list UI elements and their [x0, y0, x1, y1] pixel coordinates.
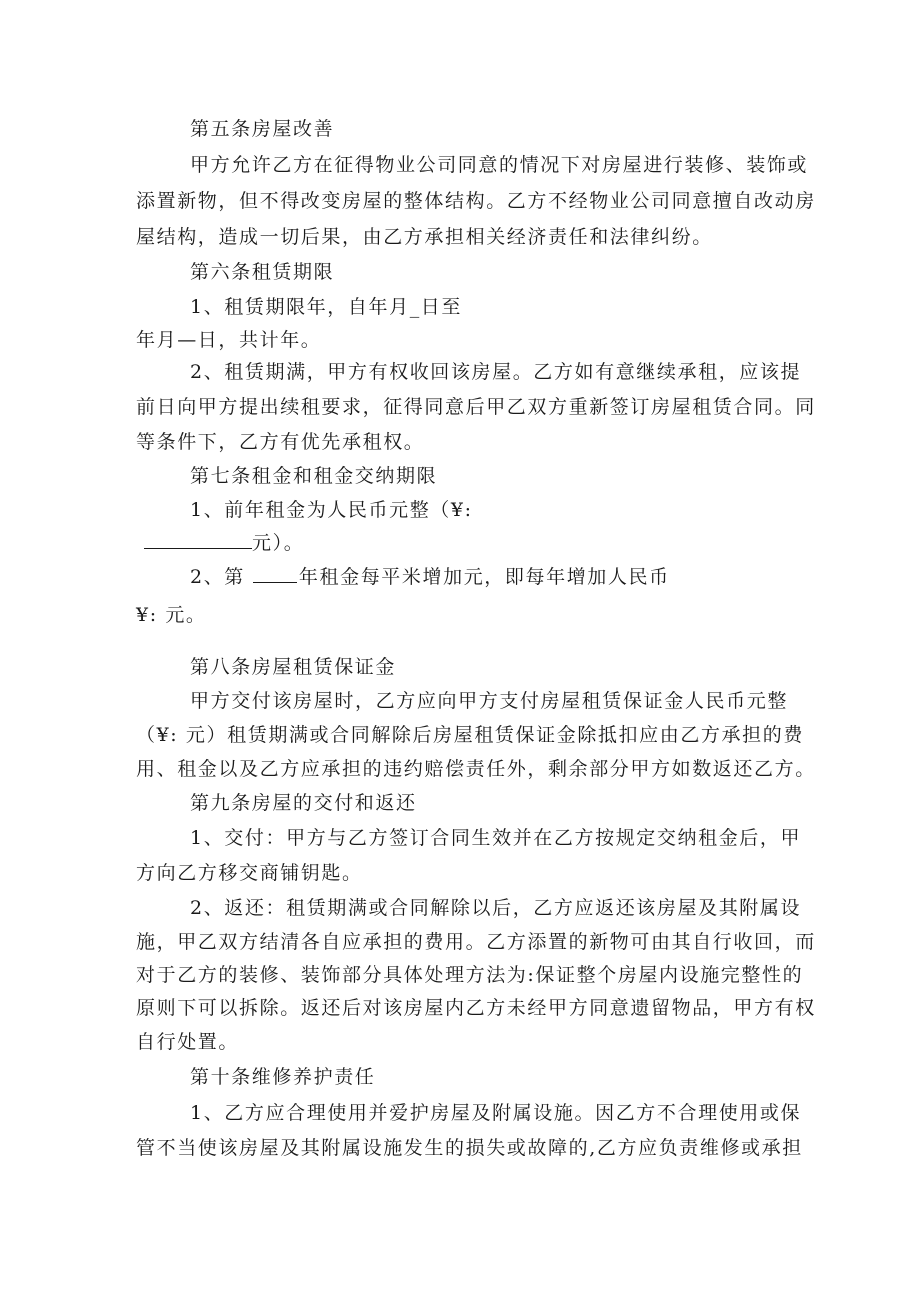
paragraph-line: 甲方交付该房屋时，乙方应向甲方支付房屋租赁保证金人民币元整 — [190, 690, 788, 712]
paragraph-line: 1、租赁期限年，自年月_日至 — [190, 296, 462, 318]
paragraph-line: 屋结构，造成一切后果，由乙方承担相关经济责任和法律纠纷。 — [136, 226, 713, 248]
section-heading-5: 第五条房屋改善 — [190, 118, 335, 140]
paragraph-text: 元）。 — [252, 532, 305, 554]
paragraph-text: 2、第 — [190, 566, 245, 588]
paragraph-line: 对于乙方的装修、装饰部分具体处理方法为:保证整个房屋内设施完整性的 — [136, 964, 804, 986]
section-heading-9: 第九条房屋的交付和返还 — [190, 792, 417, 814]
paragraph-line — [144, 530, 304, 556]
paragraph-line: 1、交付：甲方与乙方签订合同生效并在乙方按规定交纳租金后，甲 — [190, 827, 802, 849]
paragraph-line: 1、乙方应合理使用并爱护房屋及附属设施。因乙方不合理使用或保 — [190, 1102, 802, 1124]
paragraph-text: 年租金每平米增加元，即每年增加人民币 — [298, 566, 670, 588]
paragraph-line: 前日向甲方提出续租要求，征得同意后甲乙双方重新签订房屋租赁合同。同 — [136, 396, 816, 418]
paragraph-line: 用、租金以及乙方应承担的违约赔偿责任外，剩余部分甲方如数返还乙方。 — [136, 758, 816, 780]
paragraph-line: 2、租赁期满，甲方有权收回该房屋。乙方如有意继续承租，应该提 — [190, 361, 802, 383]
paragraph-line: 等条件下，乙方有优先承租权。 — [136, 431, 425, 453]
paragraph-line: （¥: 元）租赁期满或合同解除后房屋租赁保证金除抵扣应由乙方承担的费 — [136, 724, 804, 746]
paragraph-line: 自行处置。 — [136, 1031, 240, 1053]
paragraph-line: 1、前年租金为人民币元整（¥: — [190, 499, 473, 521]
blank-underline — [144, 530, 252, 549]
section-heading-7: 第七条租金和租金交纳期限 — [190, 465, 438, 487]
section-heading-8: 第八条房屋租赁保证金 — [190, 656, 397, 678]
paragraph-line: 年月—日，共计年。 — [136, 329, 322, 351]
paragraph-line: ¥: 元。 — [136, 604, 207, 626]
paragraph-line: 方向乙方移交商铺钥匙。 — [136, 862, 363, 884]
paragraph-line: 施，甲乙双方结清各自应承担的费用。乙方添置的新物可由其自行收回，而 — [136, 931, 816, 953]
paragraph-line: 原则下可以拆除。返还后对该房屋内乙方未经甲方同意遗留物品，甲方有权 — [136, 997, 816, 1019]
paragraph-line: 添置新物，但不得改变房屋的整体结构。乙方不经物业公司同意擅自改动房 — [136, 190, 816, 212]
paragraph-line — [190, 564, 670, 590]
paragraph-line: 2、返还：租赁期满或合同解除以后，乙方应返还该房屋及其附属设 — [190, 897, 802, 919]
paragraph-line: 甲方允许乙方在征得物业公司同意的情况下对房屋进行装修、装饰或 — [190, 154, 809, 176]
section-heading-6: 第六条租赁期限 — [190, 261, 335, 283]
paragraph-line: 管不当使该房屋及其附属设施发生的损失或故障的,乙方应负责维修或承担 — [136, 1137, 803, 1159]
blank-underline — [253, 564, 297, 583]
section-heading-10: 第十条维修养护责任 — [190, 1066, 376, 1088]
